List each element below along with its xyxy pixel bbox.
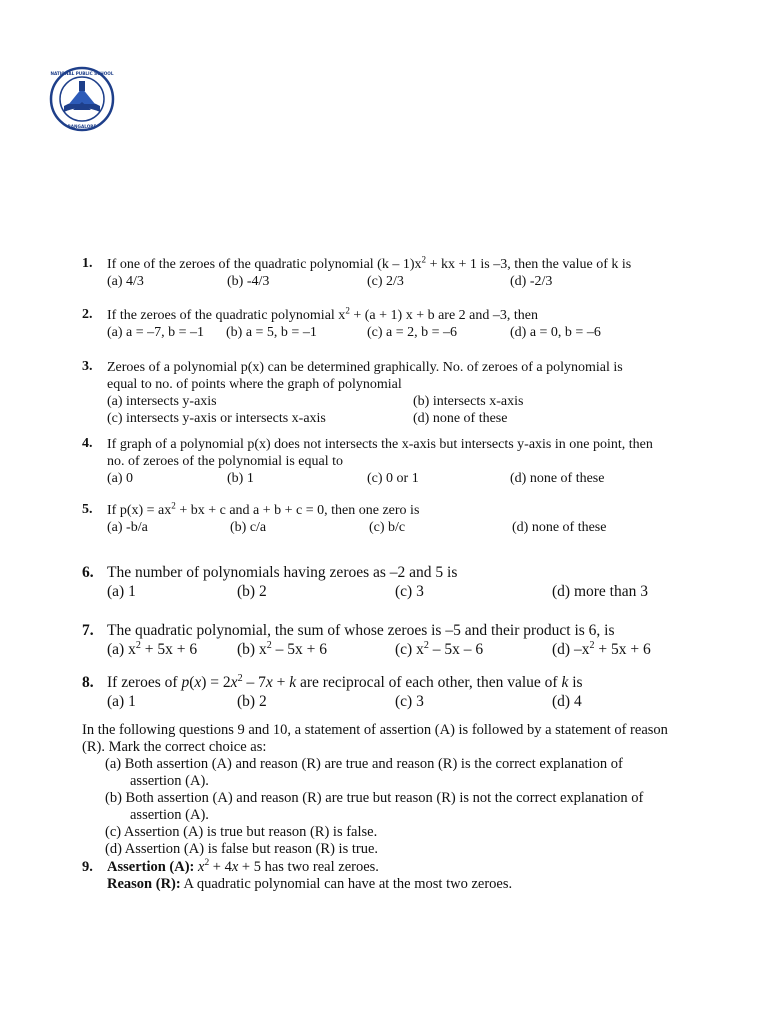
- assertion-choice-c: (c) Assertion (A) is true but reason (R) is false.: [105, 824, 378, 840]
- option-c[interactable]: (c) a = 2, b = –6: [367, 325, 458, 340]
- option-a[interactable]: (a) intersects y-axis: [107, 394, 217, 409]
- question-text: If the zeroes of the quadratic polynomial $x^2 + (a + 1) x + b$ are 2 and –3, then: [107, 305, 538, 323]
- question-text-line-2: no. of zeroes of the polynomial is equal to: [107, 454, 343, 469]
- option-a[interactable]: (a) -b/a: [107, 520, 148, 535]
- question-number: 7.: [82, 622, 94, 639]
- question-text-line-2: equal to no. of points where the graph of polynomial: [107, 377, 402, 392]
- option-b[interactable]: (b) a = 5, b = –1: [226, 325, 317, 340]
- question-number: 9.: [82, 859, 93, 875]
- reason-text: A quadratic polynomial can have at the most two zeroes.: [183, 876, 513, 892]
- option-c[interactable]: (c) 2/3: [367, 274, 404, 289]
- question-number: 8.: [82, 674, 94, 691]
- question-number: 2.: [82, 307, 93, 322]
- question-text-line-1: Zeroes of a polynomial p(x) can be determined graphically. No. of zeroes of a polynomial is: [107, 360, 623, 375]
- instruction-line-2: (R). Mark the correct choice as:: [82, 739, 267, 755]
- svg-text:BANGALORE: BANGALORE: [67, 124, 97, 129]
- reason-label: Reason (R):: [107, 876, 181, 892]
- option-d[interactable]: (d) $-x^2 + 5x + 6$: [552, 639, 651, 658]
- option-d[interactable]: (d) none of these: [413, 411, 508, 426]
- option-c[interactable]: (c) b/c: [369, 520, 406, 535]
- option-d[interactable]: (d) a = 0, b = –6: [510, 325, 601, 340]
- question-number: 5.: [82, 502, 93, 517]
- option-c[interactable]: (c) intersects y-axis or intersects x-axis: [107, 411, 326, 426]
- question-number: 6.: [82, 564, 94, 581]
- assertion-choice-b-cont: assertion (A).: [130, 807, 209, 823]
- reason-line: [107, 876, 512, 893]
- option-c[interactable]: (c) $x^2 - 5x - 6$: [395, 639, 484, 658]
- question-text: The quadratic polynomial, the sum of whose zeroes is –5 and their product is 6, is: [107, 622, 615, 639]
- svg-text:NATIONAL PUBLIC SCHOOL: NATIONAL PUBLIC SCHOOL: [50, 71, 114, 76]
- instruction-line-1: In the following questions 9 and 10, a statement of assertion (A) is followed by a statement of reason: [82, 722, 668, 738]
- option-c[interactable]: (c) 3: [395, 693, 424, 710]
- assertion-choice-a: (a) Both assertion (A) and reason (R) are true and reason (R) is the correct explanation of: [105, 756, 623, 772]
- option-d[interactable]: (d) none of these: [510, 471, 605, 486]
- option-a[interactable]: (a) 1: [107, 583, 136, 600]
- assertion-choice-b: (b) Both assertion (A) and reason (R) are true but reason (R) is not the correct explanation of: [105, 790, 644, 806]
- option-d[interactable]: (d) 4: [552, 693, 582, 710]
- assertion-choice-d: (d) Assertion (A) is false but reason (R) is true.: [105, 841, 379, 857]
- option-c[interactable]: (c) 0 or 1: [367, 471, 419, 486]
- option-b[interactable]: (b) intersects x-axis: [413, 394, 524, 409]
- option-b[interactable]: (b) c/a: [230, 520, 267, 535]
- option-a[interactable]: (a) 1: [107, 693, 136, 710]
- assertion-line: Assertion (A): $x^2 + 4x + 5$ has two real zeroes.: [107, 858, 379, 875]
- option-b[interactable]: (b) -4/3: [227, 274, 270, 289]
- question-text: If one of the zeroes of the quadratic polynomial $(k - 1)x^2$ + kx + 1 is –3, then the value of k is: [107, 254, 632, 272]
- option-c[interactable]: (c) 3: [395, 583, 424, 600]
- option-b[interactable]: (b) 2: [237, 583, 267, 600]
- option-b[interactable]: (b) 2: [237, 693, 267, 710]
- option-b[interactable]: (b) $x^2 - 5x + 6$: [237, 639, 327, 658]
- school-logo-icon: [49, 66, 115, 132]
- option-b[interactable]: (b) 1: [227, 471, 254, 486]
- option-a[interactable]: (a) a = –7, b = –1: [107, 325, 205, 340]
- question-text: The number of polynomials having zeroes as –2 and 5 is: [107, 564, 458, 581]
- option-d[interactable]: (d) none of these: [512, 520, 607, 535]
- option-a[interactable]: (a) $x^2 + 5x + 6$: [107, 639, 198, 658]
- question-text: If $p(x) = ax^2$ + bx + c and a + b + c = 0, then one zero is: [107, 500, 420, 518]
- option-d[interactable]: (d) more than 3: [552, 583, 648, 600]
- option-d[interactable]: (d) -2/3: [510, 274, 553, 289]
- question-number: 1.: [82, 256, 93, 271]
- question-number: 4.: [82, 436, 93, 451]
- question-text-line-1: If graph of a polynomial p(x) does not intersects the x-axis but intersects y-axis in one point, then: [107, 437, 653, 452]
- assertion-instructions: [82, 722, 668, 756]
- assertion-choice-a-cont: assertion (A).: [130, 773, 209, 789]
- option-a[interactable]: (a) 4/3: [107, 274, 144, 289]
- question-number: 3.: [82, 359, 93, 374]
- option-a[interactable]: (a) 0: [107, 471, 134, 486]
- question-text: If zeroes of $p(x) = 2x^2 - 7x + k$ are reciprocal of each other, then value of k is: [107, 672, 583, 691]
- assertion-label: Assertion (A):: [107, 859, 195, 875]
